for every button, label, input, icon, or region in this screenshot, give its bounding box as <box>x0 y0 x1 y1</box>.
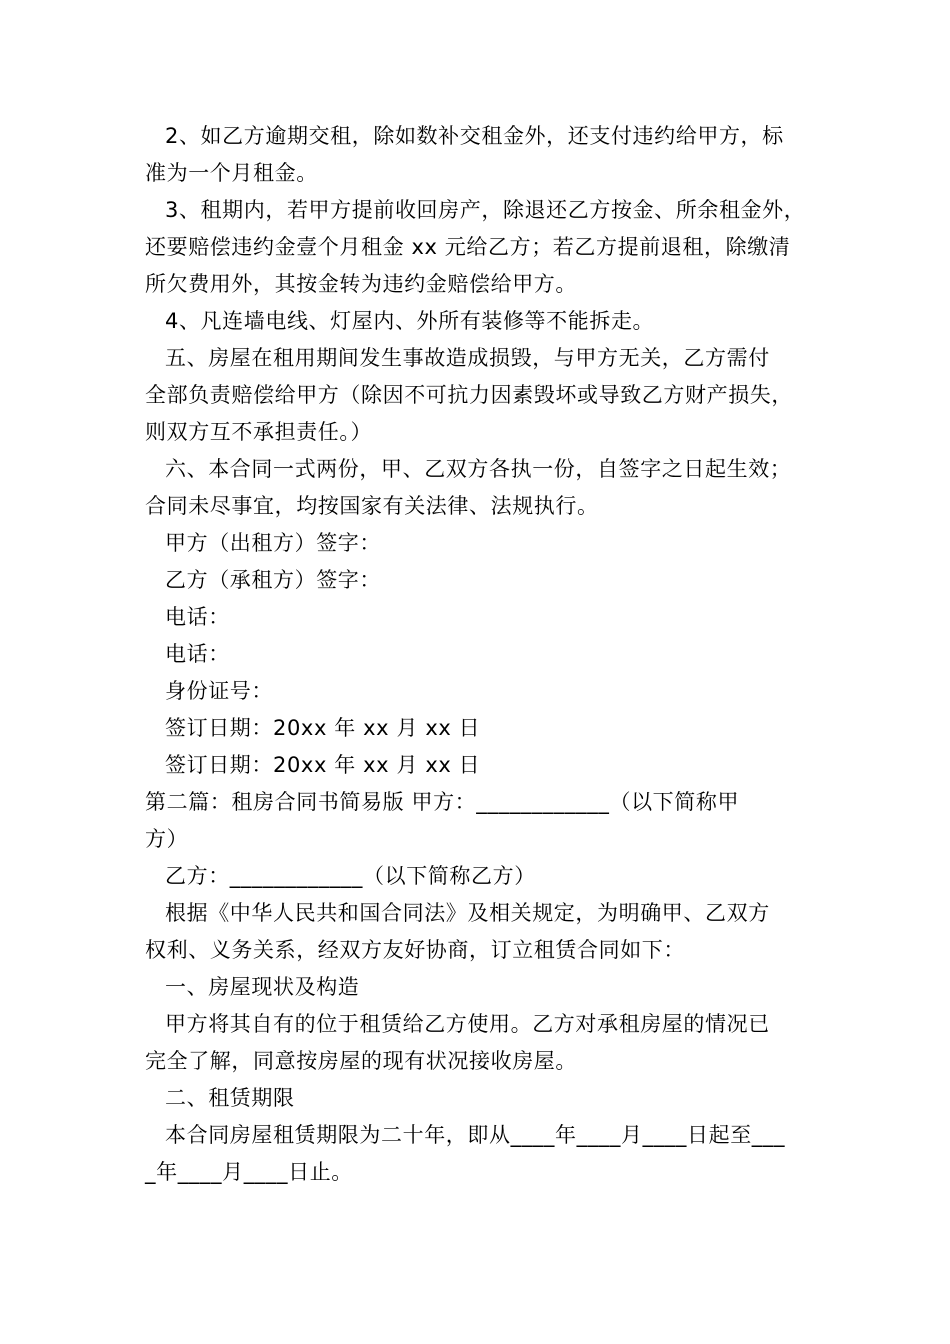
tenant-signature-label: 乙方（承租方）签字： <box>165 568 381 592</box>
text-line: 全部负责赔偿给甲方（除因不可抗力因素毁坏或导致乙方财产损失， <box>145 383 793 407</box>
section-heading: 第二篇：租房合同书简易版 甲方：____________（以下简称甲 <box>145 790 740 814</box>
text-line: 权利、义务关系，经双方友好协商，订立租赁合同如下： <box>145 938 685 962</box>
sign-date-label: 签订日期：20xx 年 xx 月 xx 日 <box>165 716 481 740</box>
text-line: 乙方：____________（以下简称乙方） <box>165 864 536 888</box>
phone-label: 电话： <box>165 642 230 666</box>
sign-date-label: 签订日期：20xx 年 xx 月 xx 日 <box>165 753 481 777</box>
text-line: 甲方将其自有的位于租赁给乙方使用。乙方对承租房屋的情况已 <box>165 1012 770 1036</box>
text-line: _年____月____日止。 <box>145 1160 353 1184</box>
text-line: 4、凡连墙电线、灯屋内、外所有装修等不能拆走。 <box>165 309 655 333</box>
text-line: 本合同房屋租赁期限为二十年，即从____年____月____日起至___ <box>165 1123 786 1147</box>
landlord-signature-label: 甲方（出租方）签字： <box>165 531 381 555</box>
contract-page <box>145 118 813 1191</box>
text-line: 完全了解，同意按房屋的现有状况接收房屋。 <box>145 1049 577 1073</box>
text-line: 3、租期内，若甲方提前收回房产，除退还乙方按金、所余租金外， <box>165 198 806 222</box>
text-line: 五、房屋在租用期间发生事故造成损毁，与甲方无关，乙方需付 <box>165 346 770 370</box>
text-line: 六、本合同一式两份，甲、乙双方各执一份，自签字之日起生效； <box>165 457 792 481</box>
text-line: 则双方互不承担责任。） <box>145 420 373 444</box>
text-line: 根据《中华人民共和国合同法》及相关规定，为明确甲、乙双方 <box>165 901 770 925</box>
text-line: 2、如乙方逾期交租，除如数补交租金外，还支付违约给甲方，标 <box>165 124 784 148</box>
text-line: 准为一个月租金。 <box>145 161 318 185</box>
text-line: 方） <box>145 827 189 851</box>
clause-heading: 二、租赁期限 <box>165 1086 295 1110</box>
clause-heading: 一、房屋现状及构造 <box>165 975 360 999</box>
text-line: 所欠费用外，其按金转为违约金赔偿给甲方。 <box>145 272 577 296</box>
text-line: 还要赔偿违约金壹个月租金 xx 元给乙方；若乙方提前退租，除缴清 <box>145 235 791 259</box>
text-line: 合同未尽事宜，均按国家有关法律、法规执行。 <box>145 494 599 518</box>
id-number-label: 身份证号： <box>165 679 273 703</box>
phone-label: 电话： <box>165 605 230 629</box>
